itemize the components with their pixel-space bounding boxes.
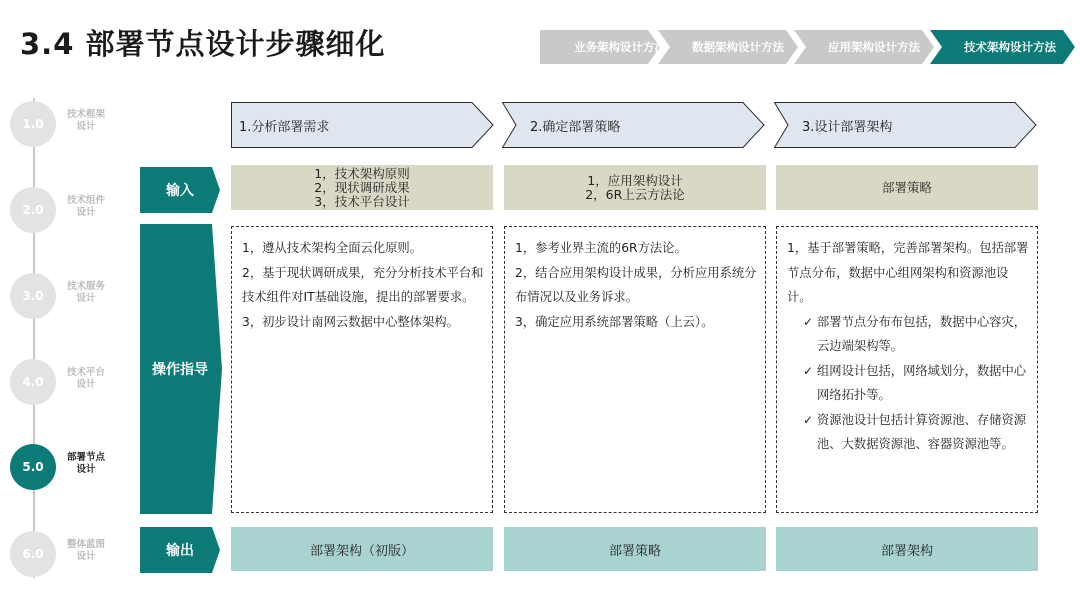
- step-number-badge: 2.0: [10, 187, 56, 233]
- phase-title: 2.确定部署策略: [530, 120, 621, 135]
- stepper-item-3[interactable]: [10, 273, 150, 321]
- step-label: 部署节点 设计: [66, 452, 105, 475]
- row-label-guidance: 操作指导: [140, 224, 222, 514]
- checkmark-icon: ✓: [803, 363, 814, 378]
- guidance-item: 3，确定应用系统部署策略（上云）。: [515, 314, 714, 329]
- nav-step-label: 应用架构设计方法: [828, 40, 920, 54]
- step-label: 技术框架 设计: [66, 109, 105, 132]
- stepper-item-6[interactable]: [10, 531, 150, 579]
- guidance-item: 2，结合应用架构设计成果，分析应用系统分布情况以及业务诉求。: [515, 265, 757, 304]
- step-number-badge: 3.0: [10, 273, 56, 319]
- output-box-phase-3: [776, 527, 1038, 571]
- stepper-item-4[interactable]: [10, 359, 150, 407]
- checkmark-icon: ✓: [803, 314, 814, 329]
- nav-step-label: 技术架构设计方法: [964, 40, 1056, 54]
- step-number-badge: 1.0: [10, 101, 56, 147]
- phase-header-1: [231, 102, 494, 148]
- input-item: 2，现状调研成果: [314, 179, 410, 195]
- output-text: 部署策略: [608, 543, 661, 559]
- stepper-item-1[interactable]: [10, 101, 150, 149]
- output-box-phase-1: [231, 527, 493, 571]
- checklist-text: 资源池设计包括计算资源池、存储资源池、大数据资源池、容器资源池等。: [817, 412, 1027, 451]
- guidance-box-phase-1: [231, 226, 493, 513]
- checkmark-icon: ✓: [803, 412, 814, 427]
- nav-step-technical-architecture[interactable]: [930, 30, 1080, 64]
- stepper-item-5-current[interactable]: [10, 444, 150, 492]
- nav-step-label: 数据架构设计方法: [692, 40, 784, 54]
- step-number-badge: 6.0: [10, 531, 56, 577]
- row-label-input: 输入: [140, 167, 220, 213]
- phase-title: 1.分析部署需求: [239, 120, 330, 135]
- input-item: 1，应用架构设计: [587, 172, 683, 188]
- checklist-text: 部署节点分布布包括，数据中心容灾，云边端架构等。: [817, 314, 1027, 353]
- checklist-text: 组网设计包括，网络域划分，数据中心网络拓扑等。: [817, 363, 1027, 402]
- guidance-item: 3，初步设计南网云数据中心整体架构。: [242, 314, 459, 329]
- input-box-phase-3: [776, 165, 1038, 210]
- nav-step-label: 业务架构设计方法: [574, 40, 666, 54]
- phase-title: 3.设计部署架构: [802, 120, 893, 135]
- step-number-badge: 4.0: [10, 359, 56, 405]
- checklist-item: [787, 408, 1029, 457]
- row-label-output: 输出: [140, 527, 220, 573]
- checklist-item: [787, 359, 1029, 408]
- guidance-item: 1，参考业界主流的6R方法论。: [515, 241, 687, 255]
- guidance-item: 2，基于现状调研成果，充分分析技术平台和技术组件对IT基础设施，提出的部署要求。: [242, 265, 484, 304]
- step-number-badge: 5.0: [10, 444, 56, 490]
- nav-step-application-architecture[interactable]: [794, 30, 944, 64]
- step-label: 整体蓝图 设计: [66, 539, 105, 562]
- input-box-phase-2: [504, 165, 766, 210]
- stepper-connector-line: [33, 98, 35, 578]
- guidance-box-phase-3: [776, 226, 1038, 513]
- input-item: 3，技术平台设计: [314, 193, 410, 209]
- checklist-item: [787, 310, 1029, 359]
- nav-step-data-architecture[interactable]: [658, 30, 808, 64]
- input-box-phase-1: [231, 165, 493, 210]
- guidance-box-phase-2: [504, 226, 766, 513]
- guidance-item: 1，遵从技术架构全面云化原则。: [242, 241, 422, 255]
- input-item: 部署策略: [881, 179, 932, 195]
- step-label: 技术组件 设计: [66, 195, 105, 218]
- output-text: 部署架构: [880, 543, 933, 559]
- stepper-item-2[interactable]: [10, 187, 150, 235]
- phase-header-3: [774, 102, 1037, 148]
- page-title: 3.4 部署节点设计步骤细化: [20, 27, 386, 61]
- output-text: 部署架构（初版）: [309, 543, 414, 559]
- output-box-phase-2: [504, 527, 766, 571]
- phase-header-2: [502, 102, 765, 148]
- step-label: 技术平台 设计: [66, 367, 105, 390]
- input-item: 1，技术架构原则: [314, 165, 410, 181]
- step-label: 技术服务 设计: [66, 281, 105, 304]
- guidance-item: 1，基于部署策略，完善部署架构。包括部署节点分布，数据中心组网架构和资源池设计。: [787, 241, 1029, 304]
- input-item: 2，6R上云方法论: [585, 186, 685, 202]
